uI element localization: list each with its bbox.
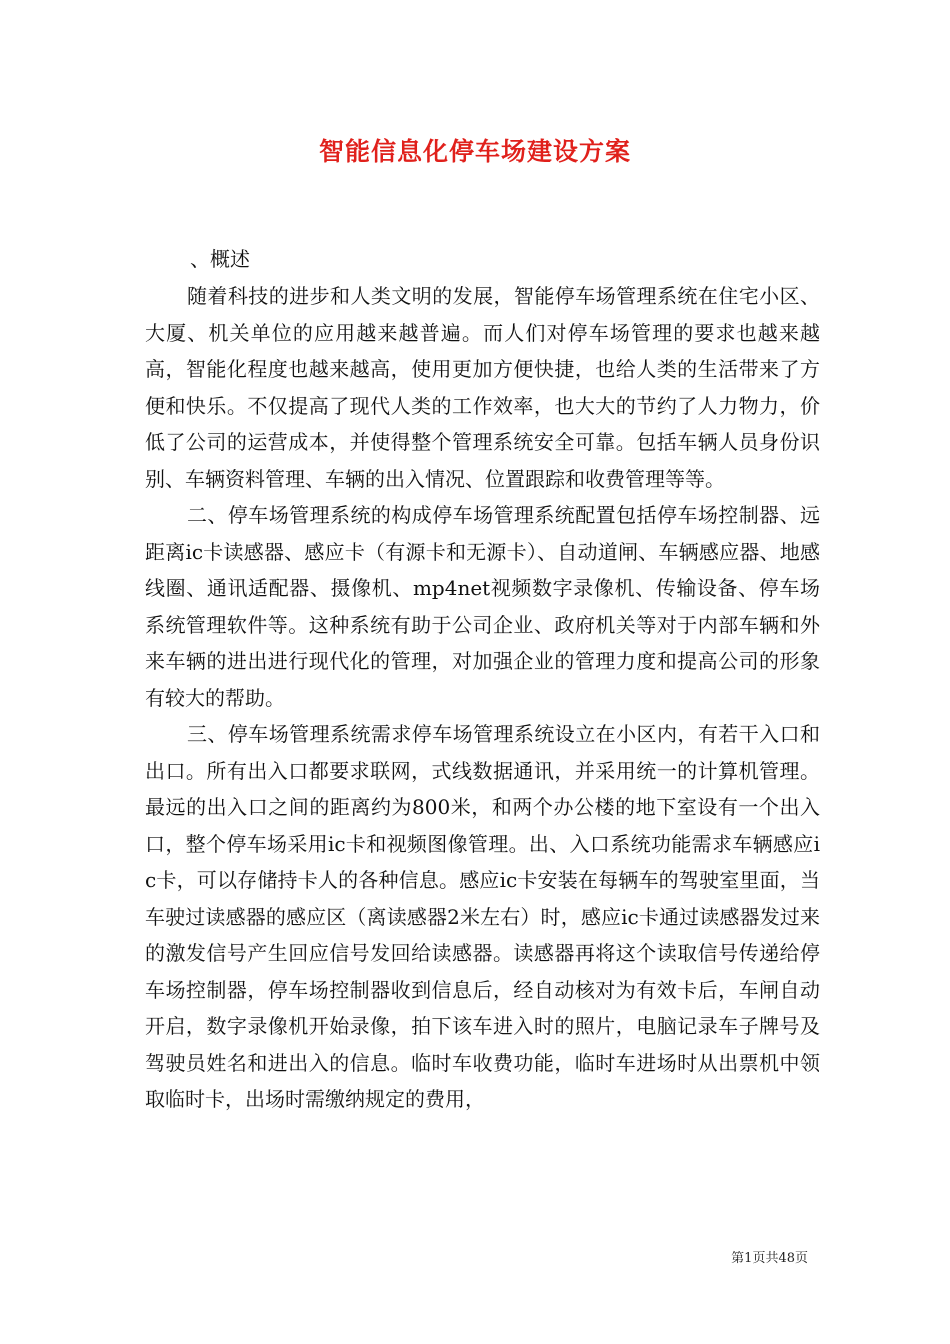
section-heading-overview: 、概述 (190, 247, 250, 271)
page-number: 第1页共48页 (731, 1251, 808, 1266)
paragraph-system-requirements: 三、停车场管理系统需求停车场管理系统设立在小区内，有若干入口和出口。所有出入口都要求联网，式线数据通讯，并采用统一的计算机管理。最远的出入口之间的距离约为800米，和两个办公楼的地下室设有一个出入口，整个停车场采用ic卡和视频图像管理。出、入口系统功能需求车辆感应ic卡，可以存储持卡人的各种信息。感应ic卡安装在每辆车的驾驶室里面，当车驶过读感器的感应区（离读感器2米左右）时，感应ic卡通过读感器发过来的激发信号产生回应信号发回给读感器。读感器再将这个读取信号传递给停车场控制器，停车场控制器收到信息后，经自动核对为有效卡后，车闸自动开启，数字录像机开始录像，拍下该车进入时的照片，电脑记录车子牌号及驾驶员姓名和进出入的信息。临时车收费功能，临时车进场时从出票机中领取临时卡，出场时需缴纳规定的费用， (145, 722, 820, 1111)
document-body (145, 278, 820, 1118)
paragraph-overview: 随着科技的进步和人类文明的发展，智能停车场管理系统在住宅小区、大厦、机关单位的应用越来越普遍。而人们对停车场管理的要求也越来越高，智能化程度也越来越高，使用更加方便快捷，也给人类的生活带来了方便和快乐。不仅提高了现代人类的工作效率，也大大的节约了人力物力，价低了公司的运营成本，并使得整个管理系统安全可靠。包括车辆人员身份识别、车辆资料管理、车辆的出入情况、位置跟踪和收费管理等等。 (145, 284, 820, 491)
document-title: 智能信息化停车场建设方案 (318, 137, 631, 166)
paragraph-system-composition: 二、停车场管理系统的构成停车场管理系统配置包括停车场控制器、远距离ic卡读感器、感应卡（有源卡和无源卡）、自动道闸、车辆感应器、地感线圈、通讯适配器、摄像机、mp4net视频数字录像机、传输设备、停车场系统管理软件等。这种系统有助于公司企业、政府机关等对于内部车辆和外来车辆的进出进行现代化的管理，对加强企业的管理力度和提高公司的形象有较大的帮助。 (145, 503, 820, 710)
